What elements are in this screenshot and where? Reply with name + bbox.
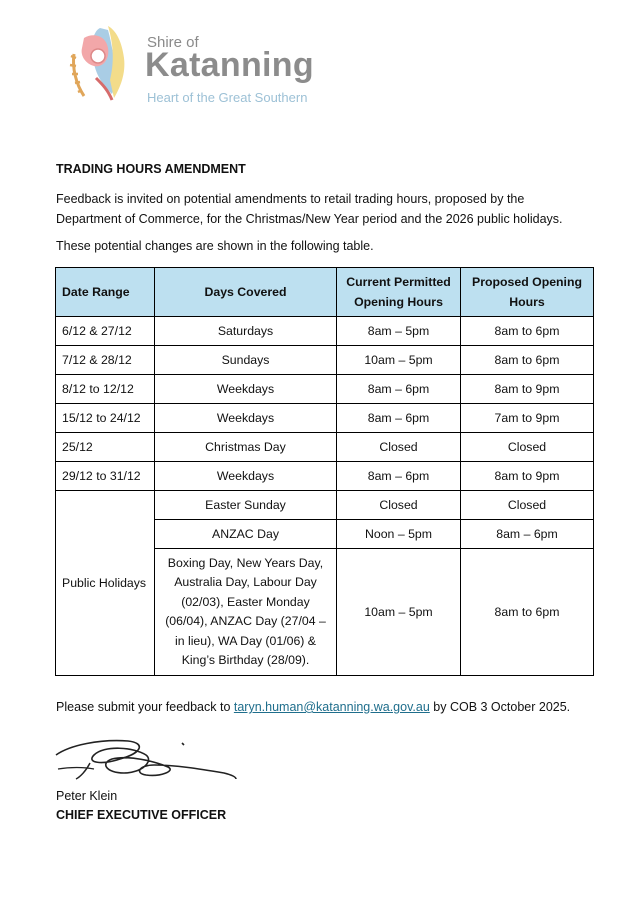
- cell-date-range: 15/12 to 24/12: [56, 404, 155, 433]
- lead-paragraph: These potential changes are shown in the following table.: [56, 239, 374, 253]
- table-row: [56, 433, 594, 462]
- table-row: [56, 346, 594, 375]
- shire-logo: [62, 18, 342, 110]
- feedback-sentence: [56, 700, 570, 714]
- cell-date-range: 29/12 to 31/12: [56, 462, 155, 491]
- feedback-email-link[interactable]: taryn.human@katanning.wa.gov.au: [233, 700, 430, 714]
- document-title: TRADING HOURS AMENDMENT: [56, 162, 246, 176]
- logo-shire-text: Shire of: [147, 34, 199, 51]
- cell-days-covered: Sundays: [155, 346, 337, 375]
- cell-current-hours: Noon – 5pm: [337, 520, 461, 549]
- cell-proposed-hours: 8am to 9pm: [461, 375, 594, 404]
- feedback-prefix: Please submit your feedback to: [56, 700, 234, 714]
- signature-image: [50, 733, 250, 788]
- cell-date-range: 8/12 to 12/12: [56, 375, 155, 404]
- logo-katanning-text: Katanning: [145, 46, 314, 84]
- cell-proposed-hours: 8am to 6pm: [461, 346, 594, 375]
- cell-proposed-hours: Closed: [461, 433, 594, 462]
- cell-current-hours: 8am – 6pm: [337, 462, 461, 491]
- cell-proposed-hours: 8am – 6pm: [461, 520, 594, 549]
- cell-date-range: 6/12 & 27/12: [56, 317, 155, 346]
- table-row: [56, 404, 594, 433]
- cell-current-hours: 8am – 6pm: [337, 375, 461, 404]
- cell-current-hours: 10am – 5pm: [337, 549, 461, 676]
- signer-title: CHIEF EXECUTIVE OFFICER: [56, 808, 227, 822]
- cell-current-hours: 8am – 6pm: [337, 404, 461, 433]
- table-row: [56, 375, 594, 404]
- cell-proposed-hours: 7am to 9pm: [461, 404, 594, 433]
- cell-days-covered: ANZAC Day: [155, 520, 337, 549]
- header-current-hours: Current Permitted Opening Hours: [337, 268, 461, 317]
- feedback-suffix: by COB 3 October 2025.: [429, 700, 571, 714]
- cell-days-covered: Weekdays: [155, 375, 337, 404]
- cell-public-holidays-label: Public Holidays: [56, 491, 155, 676]
- cell-current-hours: Closed: [337, 433, 461, 462]
- header-date-range: Date Range: [56, 268, 155, 317]
- cell-days-covered: Christmas Day: [155, 433, 337, 462]
- header-days-covered: Days Covered: [155, 268, 337, 317]
- cell-proposed-hours: 8am to 6pm: [461, 549, 594, 676]
- cell-proposed-hours: Closed: [461, 491, 594, 520]
- signer-name: Peter Klein: [56, 789, 118, 803]
- shire-emblem-icon: [62, 18, 142, 106]
- intro-line-1: Feedback is invited on potential amendments to retail trading hours, proposed by the: [56, 192, 525, 206]
- cell-current-hours: 8am – 5pm: [337, 317, 461, 346]
- trading-hours-table: [55, 267, 594, 676]
- table-header-row: [56, 268, 594, 317]
- table-row: [56, 462, 594, 491]
- cell-days-covered: Saturdays: [155, 317, 337, 346]
- cell-date-range: 7/12 & 28/12: [56, 346, 155, 375]
- cell-date-range: 25/12: [56, 433, 155, 462]
- cell-days-covered: Weekdays: [155, 404, 337, 433]
- cell-proposed-hours: 8am to 9pm: [461, 462, 594, 491]
- cell-days-covered: Weekdays: [155, 462, 337, 491]
- cell-days-covered: Boxing Day, New Years Day, Australia Day, Labour Day (02/03), Easter Monday (06/04), ANZAC Day (27/04 – in lieu), WA Day (01/06) & King’s Birthday (28/09).: [155, 549, 337, 676]
- logo-tagline: Heart of the Great Southern: [147, 90, 308, 105]
- intro-paragraph: [56, 189, 596, 229]
- cell-days-covered: Easter Sunday: [155, 491, 337, 520]
- intro-line-2: Department of Commerce, for the Christmas/New Year period and the 2026 public holidays.: [56, 212, 563, 226]
- table-row: [56, 317, 594, 346]
- cell-proposed-hours: 8am to 6pm: [461, 317, 594, 346]
- header-proposed-hours: Proposed Opening Hours: [461, 268, 594, 317]
- table-row: [56, 491, 594, 520]
- cell-current-hours: 10am – 5pm: [337, 346, 461, 375]
- cell-current-hours: Closed: [337, 491, 461, 520]
